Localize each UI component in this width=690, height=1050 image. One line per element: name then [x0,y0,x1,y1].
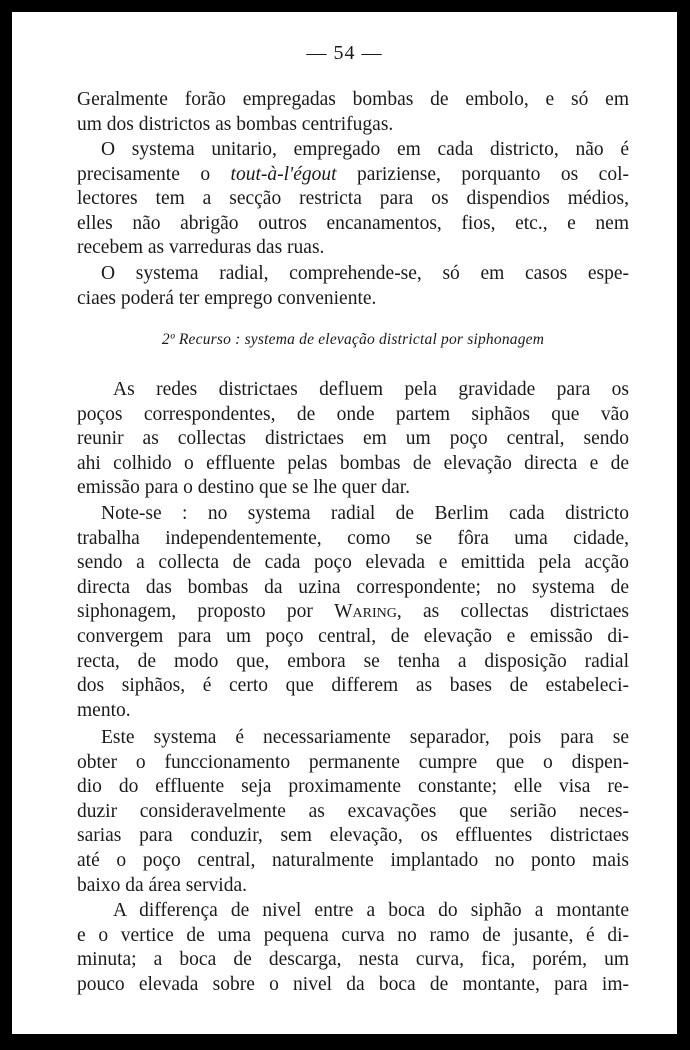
text-line: poços correspondentes, de onde partem siphãos que vão [77,403,629,425]
text-line: e o vertice de uma pequena curva no ramo de jusante, é di- [77,924,629,946]
author-name: Waring [334,601,397,623]
text-line: As redes districtaes defluem pela gravidade para os [113,379,629,400]
text-line: precisamente o tout-à-l'égout pariziense, porquanto os col- [77,163,629,185]
text-line: dos siphãos, é certo que differem as bases de estabeleci- [77,675,629,697]
paragraph-5 [77,502,629,723]
text-line: Geralmente forão empregadas bombas de embolo, e só em [77,89,629,110]
page-number: — 54 — [306,42,383,64]
text-line: recebem as varreduras das ruas. [77,237,325,259]
section-heading: 2º Recurso : systema de elevação districtal por siphonagem [161,331,545,348]
text-line: emissão para o destino que se lhe quer dar. [77,477,411,499]
text-line: mento. [77,699,131,721]
text-line: um dos districtos as bombas centrifugas. [77,113,394,135]
paragraph-3 [77,262,629,311]
text-line: dio do effluente seja proximamente constante; elle visa re- [77,776,629,798]
text-line: O systema unitario, empregado em cada districto, não é [101,139,629,160]
text-line: lectores tem a secção restricta para os dispendios médios, [77,188,629,210]
paragraph-7 [77,899,629,997]
text-line: convergem para um poço central, de elevação e emissão di- [77,625,629,647]
text-line: baixo da área servida. [77,874,247,896]
text-line: A differença de nivel entre a boca do siphão a montante [113,900,629,921]
paragraph-6 [77,726,629,898]
text-line: directa das bombas da uzina correspondente; no systema de [77,576,629,598]
text-line: Este systema é necessariamente separador, pois para se [101,727,629,748]
text-line: siphonagem, proposto por Waring, as collectas districtaes [77,601,629,623]
paragraph-2 [77,138,629,261]
text-line: O systema radial, comprehende-se, só em casos espe- [101,263,629,284]
book-page [12,12,677,1034]
text-line: obter o funccionamento permanente cumpre que o dispen- [77,751,629,773]
text-line: sarias para conduzir, sem elevação, os effluentes districtaes [77,825,629,847]
text-line: Note-se : no systema radial de Berlim cada districto [101,503,629,524]
italic-phrase: tout-à-l'égout [230,163,337,185]
text-line: ciaes poderá ter emprego conveniente. [77,287,377,309]
text-line: pouco elevada sobre o nivel da boca de montante, para im- [77,973,629,995]
text-line: até o poço central, naturalmente implantado no ponto mais [77,849,629,871]
text-line: duzir consideravelmente as excavações que serião neces- [77,800,629,822]
text-line: recta, de modo que, embora se tenha a disposição radial [77,650,629,672]
text-line: elles não abrigão outros encanamentos, fios, etc., e nem [77,212,629,234]
text-line: sendo a collecta de cada poço elevada e emittida pela acção [77,552,629,574]
text-line: reunir as collectas districtaes em um poço central, sendo [77,428,629,450]
text-line: trabalha independentemente, como se fôra uma cidade, [77,527,629,549]
paragraph-4 [77,378,629,501]
text-line: minuta; a boca de descarga, nesta curva, fica, porém, um [77,949,629,971]
paragraph-1 [77,88,629,137]
text-line: ahi colhido o effluente pelas bombas de elevação directa e de [77,452,629,474]
